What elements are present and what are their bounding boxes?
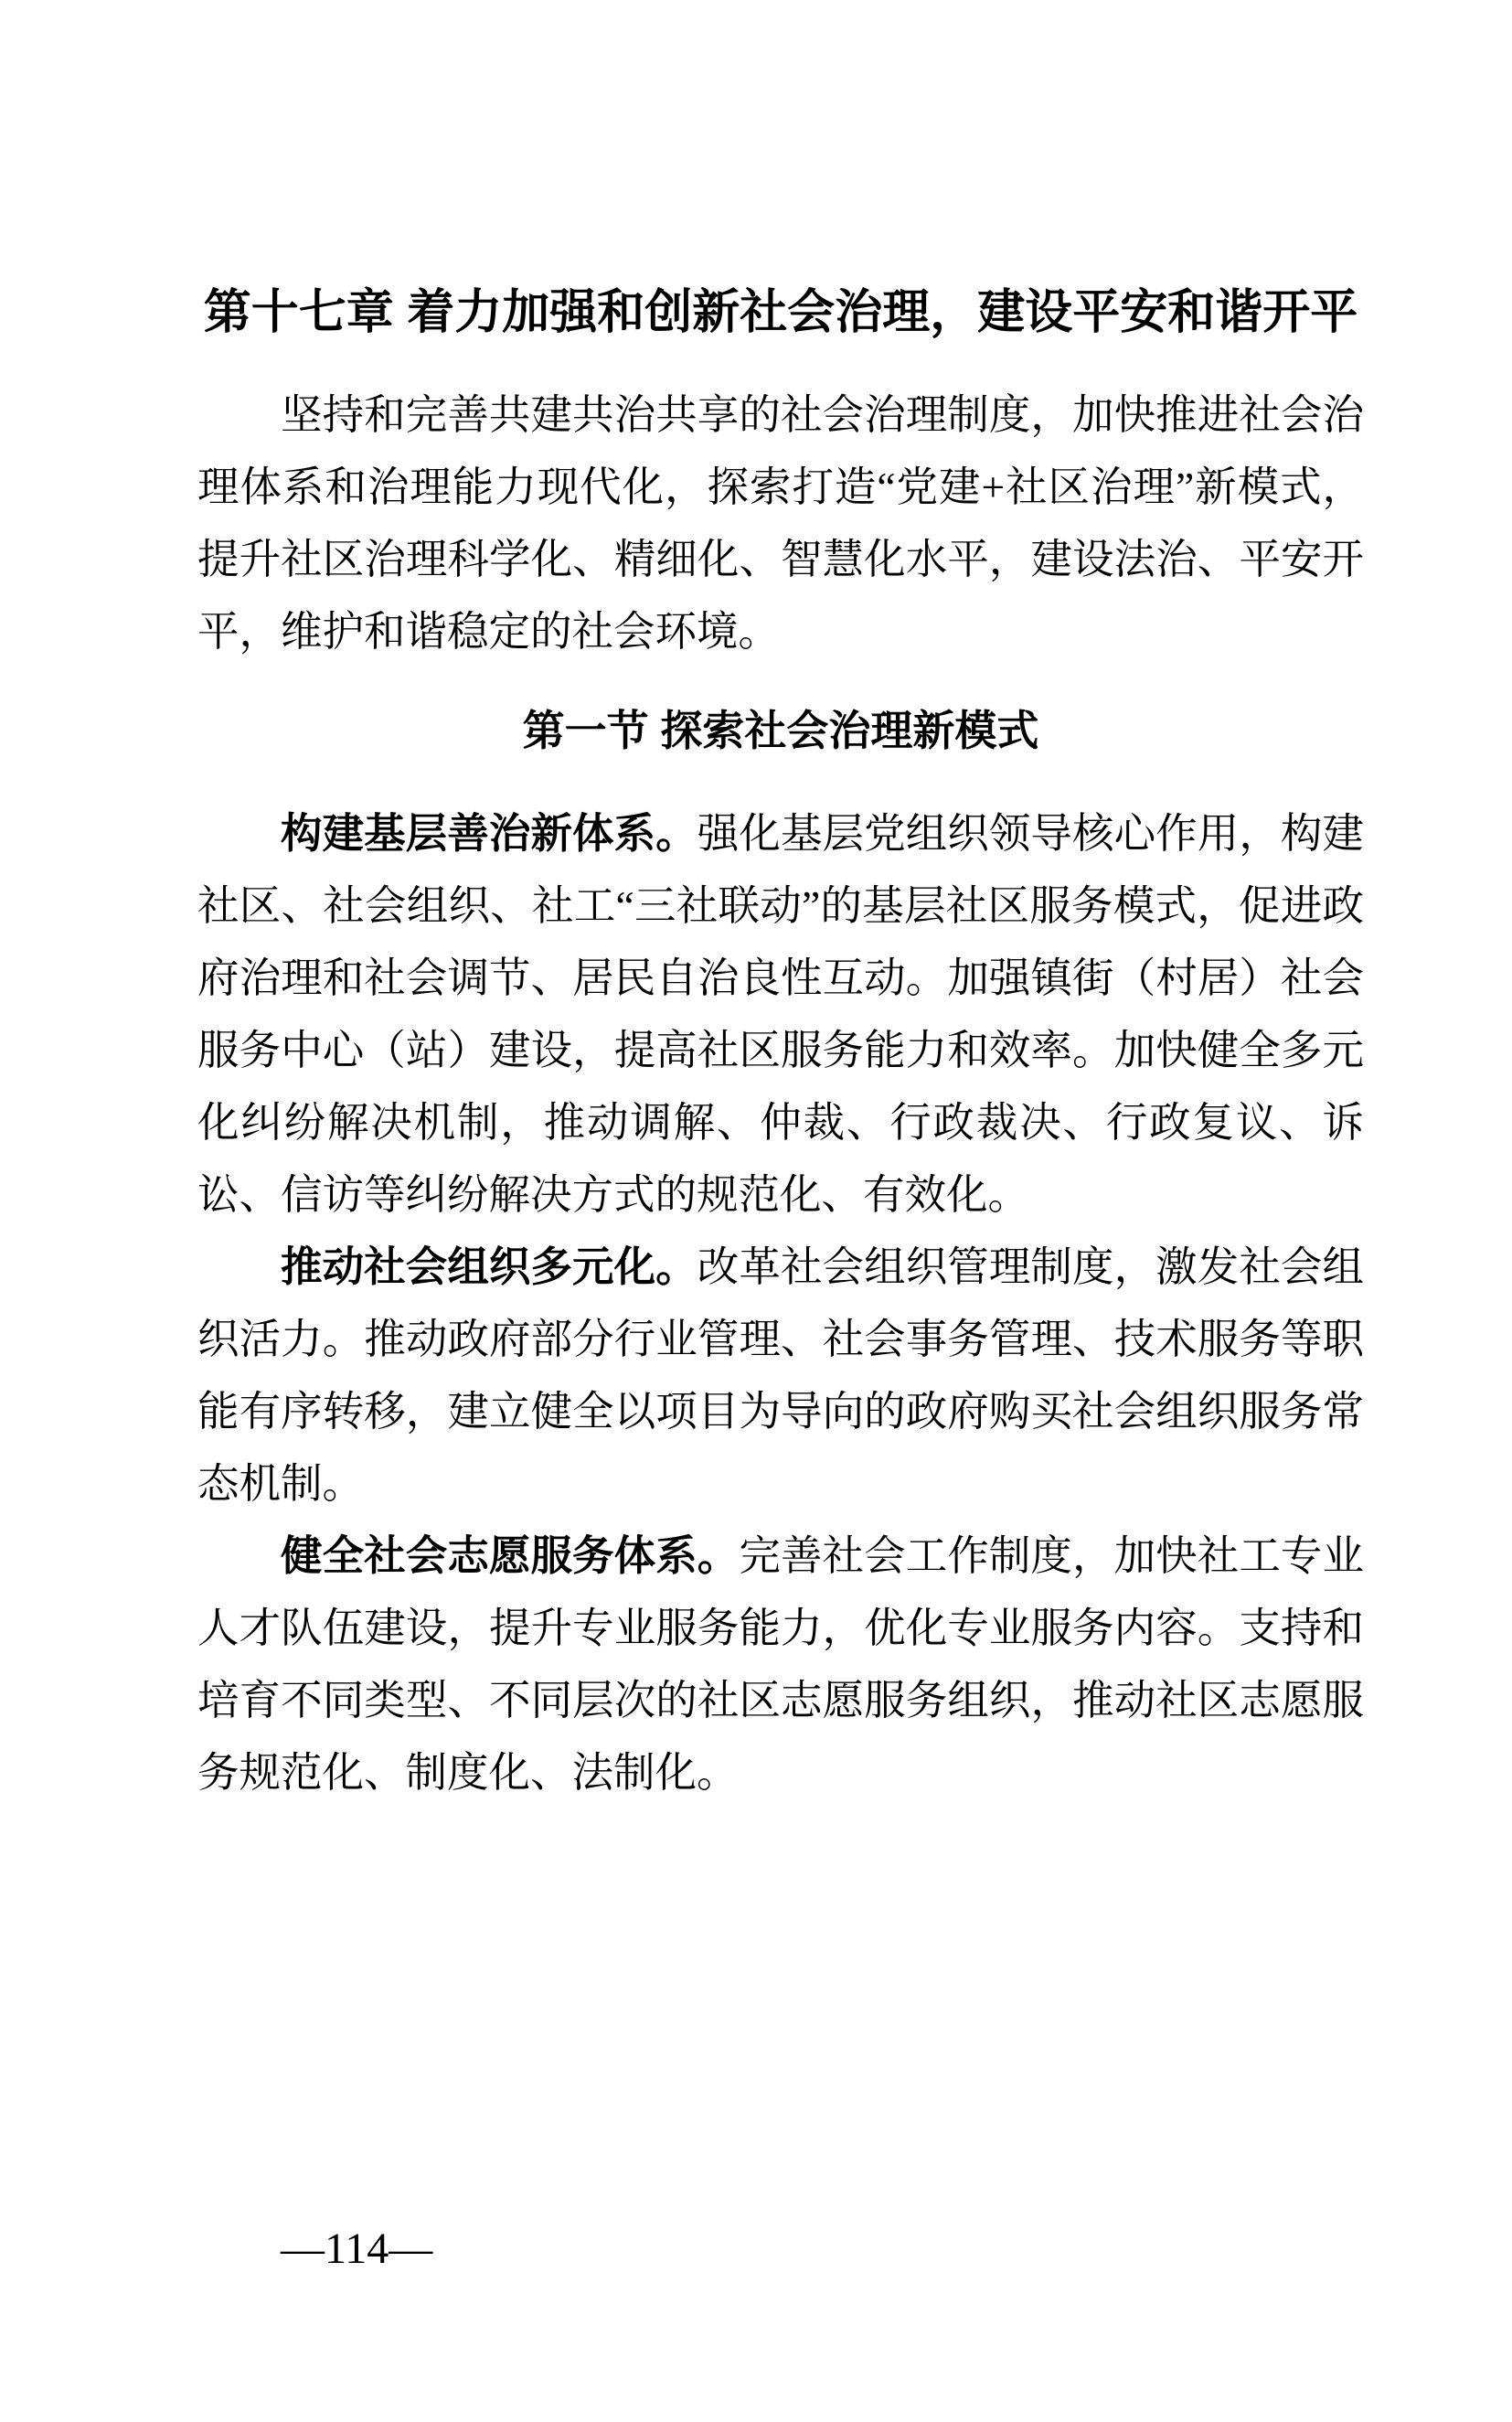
paragraph (197, 1231, 1364, 1520)
paragraph-lead: 推动社会组织多元化。 (281, 1243, 697, 1290)
intro-paragraph-text: 坚持和完善共建共治共享的社会治理制度，加快推进社会治理体系和治理能力现代化，探索打造“党建+社区治理”新模式，提升社区治理科学化、精细化、智慧化水平，建设法治、平安开平，维护和谐稳定的社会环境。 (197, 391, 1364, 655)
paragraph (197, 797, 1364, 1231)
document-page (0, 283, 1512, 2422)
paragraph (197, 1520, 1364, 1808)
paragraph-text: 完善社会工作制度，加快社工专业人才队伍建设，提升专业服务能力，优化专业服务内容。支持和培育不同类型、不同层次的社区志愿服务组织，推动社区志愿服务规范化、制度化、法制化。 (197, 1532, 1364, 1796)
intro-paragraph (197, 379, 1364, 667)
page-number: —114— (281, 2225, 433, 2273)
paragraph-lead: 健全社会志愿服务体系。 (281, 1532, 740, 1579)
paragraph-text: 强化基层党组织领导核心作用，构建社区、社会组织、社工“三社联动”的基层社区服务模式，促进政府治理和社会调节、居民自治良性互动。加强镇街（村居）社会服务中心（站）建设，提高社区服务能力和效率。加快健全多元化纠纷解决机制，推动调解、仲裁、行政裁决、行政复议、诉讼、信访等纠纷解决方式的规范化、有效化。 (197, 810, 1364, 1218)
chapter-title: 第十七章 着力加强和创新社会治理，建设平安和谐开平 (203, 286, 1358, 339)
paragraph-text: 改革社会组织管理制度，激发社会组织活力。推动政府部分行业管理、社会事务管理、技术服务等职能有序转移，建立健全以项目为导向的政府购买社会组织服务常态机制。 (197, 1243, 1364, 1507)
text-block (197, 283, 1364, 1808)
section-title: 第一节 探索社会治理新模式 (522, 707, 1039, 754)
paragraph-lead: 构建基层善治新体系。 (281, 810, 697, 857)
